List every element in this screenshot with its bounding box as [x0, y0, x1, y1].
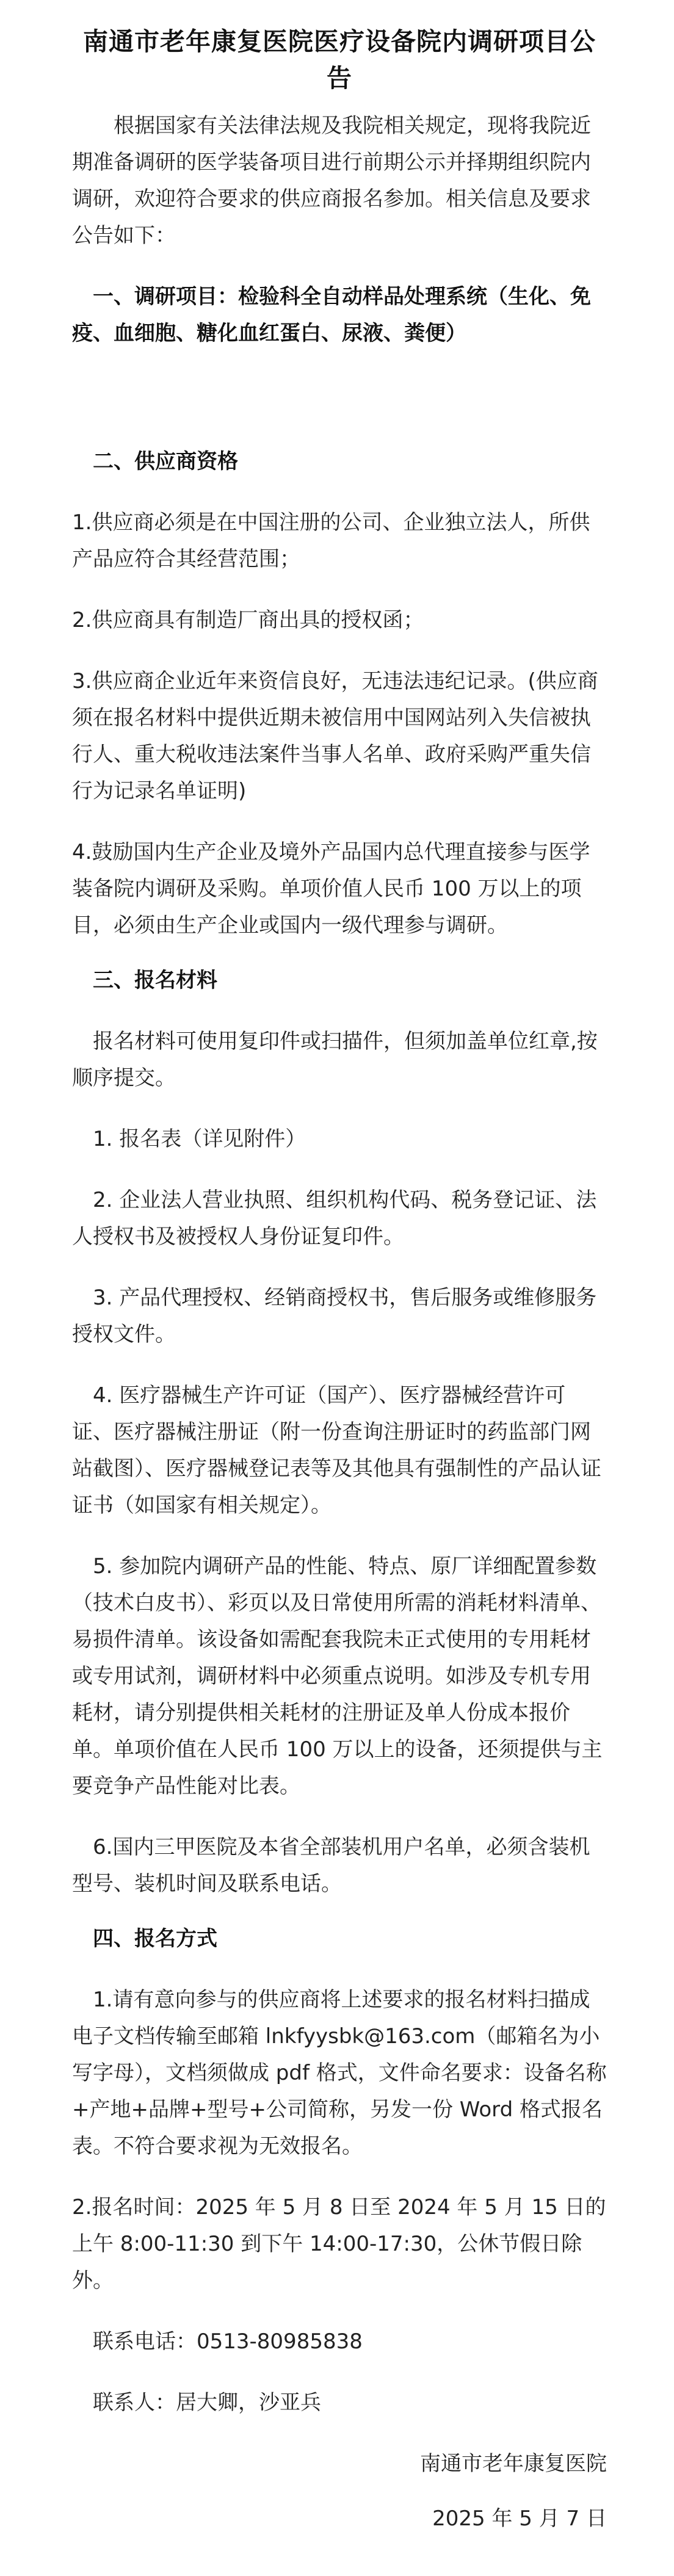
materials-item-5: 5. 参加院内调研产品的性能、特点、原厂详细配置参数（技术白皮书）、彩页以及日常使用所需的消耗材料清单、易损件清单。该设备如需配套我院未正式使用的专用耗材或专用试剂，调研材料中必须重点说明。如涉及专机专用耗材，请分别提供相关耗材的注册证及单人份成本报价单。单项价值在人民币 100 万以上的设备，还须提供与主要竞争产品性能对比表。 — [72, 1554, 603, 1798]
contact-phone: 联系电话：0513-80985838 — [93, 2329, 363, 2354]
qualification-item-4: 4.鼓励国内生产企业及境外产品国内总代理直接参与医学装备院内调研及采购。单项价值人民币 100 万以上的项目，必须由生产企业或国内一级代理参与调研。 — [72, 840, 590, 938]
contact-persons: 联系人：居大卿，沙亚兵 — [93, 2390, 321, 2415]
intro-paragraph: 根据国家有关法律法规及我院相关规定，现将我院近期准备调研的医学装备项目进行前期公示并择期组织院内调研，欢迎符合要求的供应商报名参加。相关信息及要求公告如下： — [72, 114, 591, 248]
qualification-item-2: 2.供应商具有制造厂商出具的授权函； — [72, 608, 424, 632]
qualification-item-1: 1.供应商必须是在中国注册的公司、企业独立法人，所供产品应符合其经营范围； — [72, 510, 590, 571]
registration-item-2: 2.报名时间：2025 年 5 月 8 日至 2024 年 5 月 15 日的上午 8:00-11:30 到下午 14:00-17:30，公休节假日除外。 — [72, 2195, 606, 2293]
page-title: 南通市老年康复医院医疗设备院内调研项目公告 — [83, 27, 596, 93]
footer-date: 2025 年 5 月 7 日 — [432, 2506, 607, 2531]
footer-organization: 南通市老年康复医院 — [420, 2451, 607, 2476]
materials-item-6: 6.国内三甲医院及本省全部装机用户名单，必须含装机型号、装机时间及联系电话。 — [72, 1835, 590, 1896]
materials-item-4: 4. 医疗器械生产许可证（国产）、医疗器械经营许可证、医疗器械注册证（附一份查询注册证时的药监部门网站截图）、医疗器械登记表等及其他具有强制性的产品认证证书（如国家有相关规定）。 — [72, 1383, 601, 1518]
qualification-item-3: 3.供应商企业近年来资信良好，无违法违纪记录。(供应商须在报名材料中提供近期未被信用中国网站列入失信被执行人、重大税收违法案件当事人名单、政府采购严重失信行为记录名单证明) — [72, 669, 598, 803]
section-registration-heading: 四、报名方式 — [93, 1927, 217, 1951]
section-project-title: 一、调研项目：检验科全自动样品处理系统（生化、免疫、血细胞、糖化血红蛋白、尿液、粪便） — [72, 284, 591, 346]
registration-item-1: 1.请有意向参与的供应商将上述要求的报名材料扫描成电子文档传输至邮箱 lnkfyysbk@163.com（邮箱名为小写字母），文档须做成 pdf 格式，文件命名要求：设备名称+产地+品牌+型号+公司简称，另发一份 Word 格式报名表。不符合要求视为无效报名。 — [72, 1988, 607, 2158]
section-qualification-heading: 二、供应商资格 — [93, 449, 238, 474]
materials-intro: 报名材料可使用复印件或扫描件，但须加盖单位红章,按顺序提交。 — [72, 1029, 598, 1090]
materials-item-3: 3. 产品代理授权、经销商授权书，售后服务或维修服务授权文件。 — [72, 1286, 597, 1347]
materials-item-1: 1. 报名表（详见附件） — [93, 1127, 306, 1151]
section-materials-heading: 三、报名材料 — [93, 968, 217, 993]
materials-item-2: 2. 企业法人营业执照、组织机构代码、税务登记证、法人授权书及被授权人身份证复印件。 — [72, 1188, 597, 1249]
